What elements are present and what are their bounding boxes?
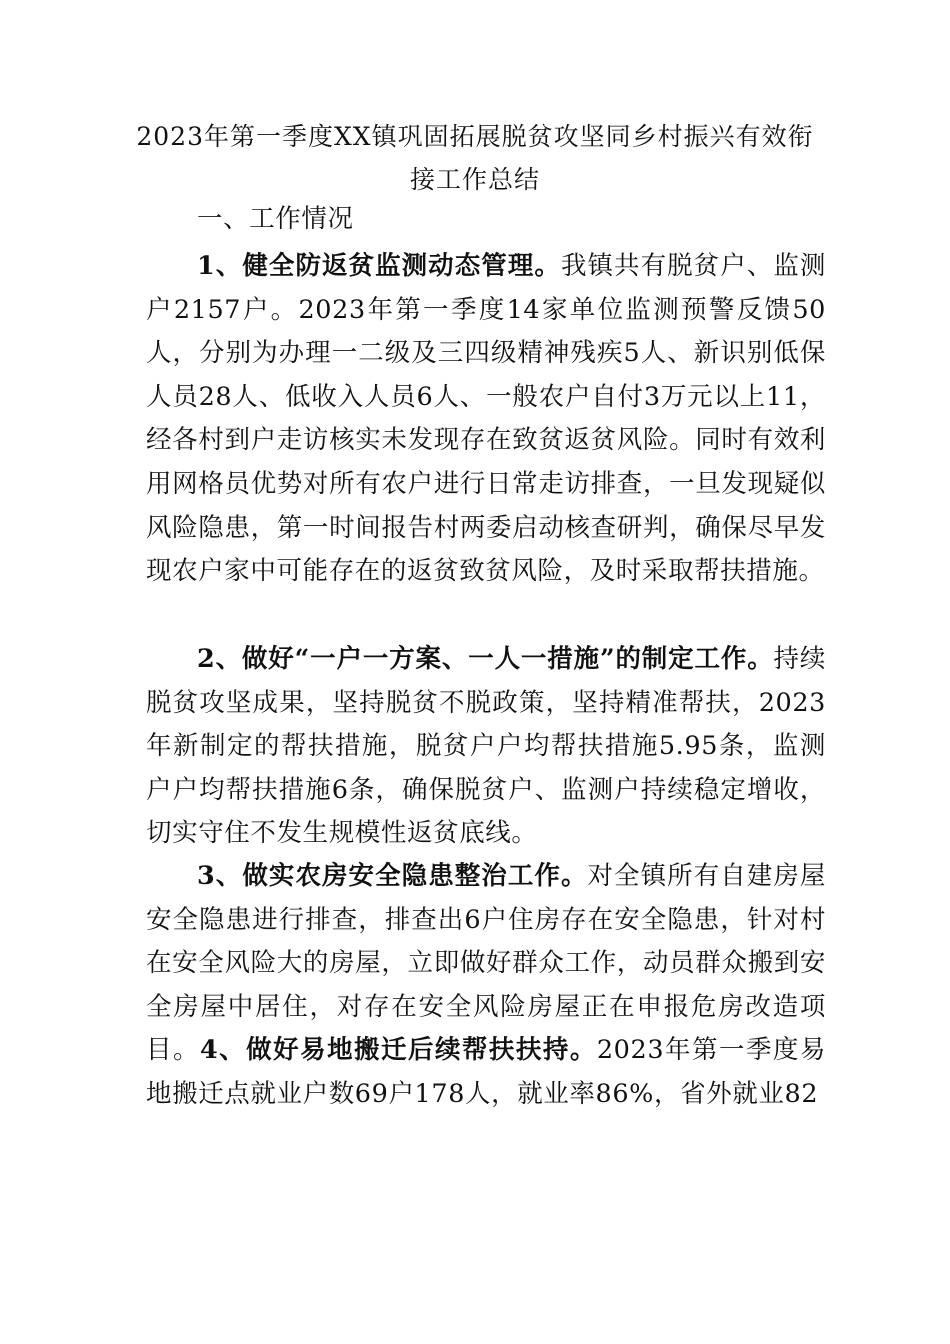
paragraph-3 xyxy=(146,855,826,1117)
paragraph-4-lead: 4、做好易地搬迁后续帮扶扶持。 xyxy=(199,1035,597,1066)
paragraph-2 xyxy=(146,638,826,856)
paragraph-1-body: 我镇共有脱贫户、监测户2157户。2023年第一季度14家单位监测预警反馈50人，分别为办理一二级及三四级精神残疾5人、新识别低保人员28人、低收入人员6人、一般农户自付3万元以上11，经各村到户走访核实未发现存在致贫返贫风险。同时有效利用网格员优势对所有农户进行日常走访排查，一旦发现疑似风险隐患，第一时间报告村两委启动核查研判，确保尽早发现农户家中可能存在的返贫致贫风险，及时采取帮扶措施。 xyxy=(146,251,826,587)
paragraph-4-body: 2023年第一季度易地搬迁点就业户数69户178人，就业率86%，省外就业82 xyxy=(146,1035,826,1109)
section-heading: 一、工作情况 xyxy=(197,204,354,234)
paragraph-1-lead: 1、健全防返贫监测动态管理。 xyxy=(197,251,561,281)
paragraph-3-body: 对全镇所有自建房屋安全隐患进行排查，排查出6户住房存在安全隐患，针对村在安全风险大的房屋，立即做好群众工作，动员群众搬到安全房屋中居住，对存在安全风险房屋正在申报危房改造项目。 xyxy=(146,861,826,1066)
paragraph-2-lead: 2、做好“一户一方案、一人一措施”的制定工作。 xyxy=(197,644,774,674)
document-title-line2: 接工作总结 xyxy=(409,165,540,194)
document-title-line1: 2023年第一季度XX镇巩固拓展脱贫攻坚同乡村振兴有效衔 xyxy=(136,122,814,151)
paragraph-1 xyxy=(146,245,826,594)
paragraph-3-lead: 3、做实农房安全隐患整治工作。 xyxy=(197,861,588,891)
paragraph-2-body: 持续脱贫攻坚成果，坚持脱贫不脱政策，坚持精准帮扶，2023年新制定的帮扶措施，脱贫户户均帮扶措施5.95条，监测户户均帮扶措施6条，确保脱贫户、监测户持续稳定增收，切实守住不发生规模性返贫底线。 xyxy=(146,644,826,849)
